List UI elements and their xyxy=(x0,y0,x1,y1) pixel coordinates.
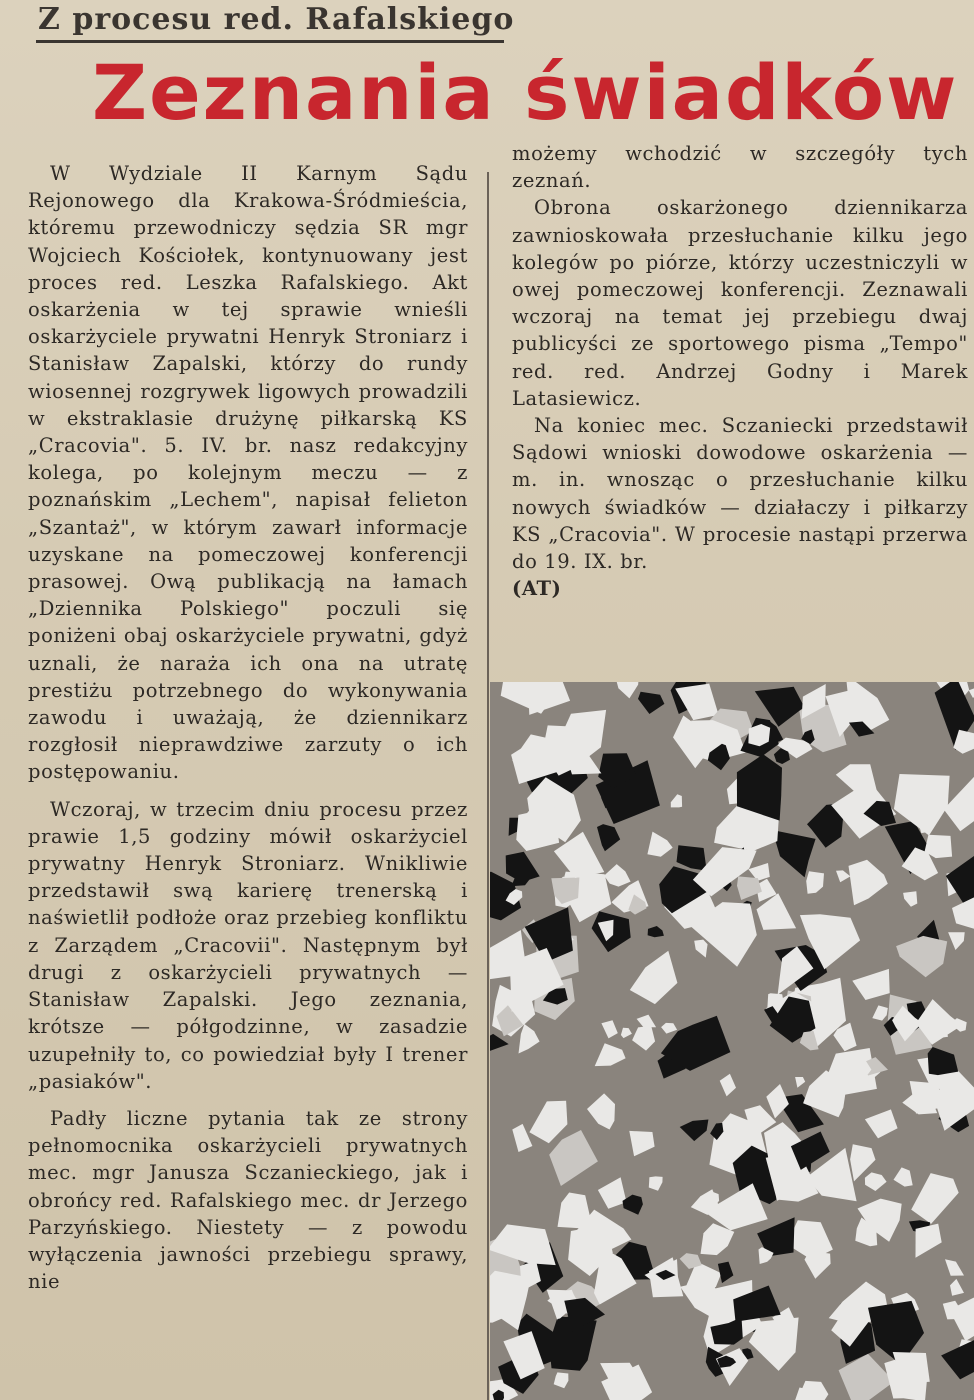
kicker-heading: Z procesu red. Rafalskiego xyxy=(38,2,515,37)
terrazzo-chip xyxy=(529,1101,567,1143)
terrazzo-chip xyxy=(601,1020,617,1038)
left-paragraph-1: W Wydziale II Karnym Sądu Rejonowego dla Krakowa-Śródmieścia, któremu przewodniczy sędzia SR mgr Wojciech Kościołek, kontynuowany jest proces red. Leszka Rafalskiego. Akt oskarżenia w tej sprawie wnieśli oskarżyciele prywatni Henryk Stroniarz i Stanisław Zapalski, którzy do rundy wiosennej rozgrywek ligowych prowadzili w ekstraklasie drużynę piłkarską KS „Cracovia". 5. IV. br. nasz redakcyjny kolega, po kolejnym meczu — z poznańskim „Lechem", napisał felieton „Szantaż", w którym zawarł informacje uzyskane na pomeczowej konferencji prasowej. Ową publikacją na łamach „Dziennika Polskiego" poczuli się poniżeni obaj oskarżyciele prywatni, gdyż uznali, że naraża ich ona na utratę prestiżu potrzebnego do wykonywania zawodu i uważają, że dziennikarz rozgłosił nieprawdziwe zarzuty o ich postępowaniu. xyxy=(28,162,468,784)
left-paragraph-2: Wczoraj, w trzecim dniu procesu przez prawie 1,5 godziny mówił oskarżyciel prywatny Henryk Stroniarz. Wnikliwie przedstawił swą karierę trenerską i naświetlił podłoże oraz przebieg konfliktu z Zarządem „Cracovii". Następnym był drugi z oskarżycieli prywatnych — Stanisław Zapalski. Jego zeznania, krótsze — półgodzinne, w zasadzie uzupełniły to, co powiedział były I trener „pasiaków". xyxy=(28,797,468,1093)
terrazzo-chip xyxy=(680,1120,709,1142)
terrazzo-chip xyxy=(950,1279,964,1296)
right-paragraph-1: możemy wchodzić w szczegóły tych zeznań. xyxy=(512,142,968,193)
terrazzo-chip xyxy=(805,1251,831,1279)
terrazzo-chip xyxy=(916,1224,942,1258)
terrazzo-chip xyxy=(865,1109,898,1138)
terrazzo-chip xyxy=(919,822,930,833)
right-paragraph-3: Na koniec mec. Sczaniecki przedstawił Sądowi wnioski dowodowe oskarżenia — m. in. wnosząc o przesłuchanie kilku nowych świadków — działaczy i piłkarzy KS „Cracovia". W procesie nastąpi przerwa do 19. IX. br. xyxy=(512,414,968,574)
right-paragraph-2: Obrona oskarżonego dziennikarza zawnioskowała przesłuchanie kilku jego kolegów po piórze, którzy uczestniczyli w owej pomeczowej konferencji. Zeznawali wczoraj na temat jej przebiegu dwaj publicyści ze sportowego pisma „Tempo" red. red. Andrzej Godny i Marek Latasiewicz. xyxy=(512,196,968,410)
terrazzo-chip xyxy=(638,692,664,714)
terrazzo-chip xyxy=(849,860,888,906)
terrazzo-chip xyxy=(948,932,965,950)
terrazzo-chip xyxy=(872,1005,888,1020)
terrazzo-chip xyxy=(969,688,974,698)
terrazzo-chip xyxy=(661,1023,677,1034)
terrazzo-chip xyxy=(865,1172,887,1191)
terrazzo-chip xyxy=(852,969,889,1000)
terrazzo-chip xyxy=(490,1034,509,1053)
terrazzo-chip xyxy=(677,845,707,871)
terrazzo-chip xyxy=(512,1124,532,1152)
terrazzo-chip xyxy=(614,682,640,698)
terrazzo-pattern xyxy=(490,682,974,1400)
terrazzo-chip xyxy=(945,1259,964,1276)
article-headline: Zeznania świadków xyxy=(92,48,959,137)
left-column xyxy=(28,160,468,1295)
terrazzo-chip xyxy=(680,1280,729,1319)
terrazzo-chip xyxy=(649,1176,663,1190)
author-signature: (AT) xyxy=(512,577,562,601)
terrazzo-chip xyxy=(587,1093,615,1129)
terrazzo-chip xyxy=(896,936,947,977)
terrazzo-chip xyxy=(558,1193,591,1229)
terrazzo-chip xyxy=(903,891,917,906)
terrazzo-chip xyxy=(941,1339,974,1379)
terrazzo-chip xyxy=(621,1028,632,1038)
terrazzo-chip xyxy=(795,1077,805,1088)
terrazzo-chip xyxy=(549,1130,598,1186)
terrazzo-chip xyxy=(894,1167,913,1186)
terrazzo-chip xyxy=(516,807,559,851)
terrazzo-chip xyxy=(637,1015,657,1028)
terrazzo-chip xyxy=(801,1381,829,1400)
terrazzo-chip xyxy=(928,1047,959,1075)
terrazzo-chip xyxy=(718,1262,734,1284)
terrazzo-chip xyxy=(806,871,824,894)
terrazzo-chip xyxy=(604,864,631,887)
terrazzo-chip xyxy=(623,1195,643,1215)
right-column xyxy=(512,140,968,602)
terrazzo-chip xyxy=(632,1026,655,1051)
terrazzo-chip xyxy=(630,951,678,1004)
terrazzo-background xyxy=(490,682,974,1400)
terrazzo-chip xyxy=(772,830,815,877)
terrazzo-chip xyxy=(694,940,707,958)
terrazzo-chip xyxy=(671,794,682,807)
terrazzo-chip xyxy=(519,1024,540,1054)
kicker-underline xyxy=(36,40,504,43)
terrazzo-chip xyxy=(647,832,672,857)
terrazzo-chip xyxy=(554,1372,569,1388)
terrazzo-chip xyxy=(911,1173,959,1224)
terrazzo-chip xyxy=(598,1177,627,1209)
left-paragraph-3: Padły liczne pytania tak ze strony pełnomocnika oskarżycieli prywatnych mec. mgr Janusza Sczanieckiego, jak i obrońcy red. Rafalskiego mec. dr Jerzego Parzyńskiego. Niestety — z powodu wyłączenia jawności przebiegu sprawy, nie xyxy=(28,1106,468,1294)
terrazzo-chip xyxy=(597,824,620,851)
terrazzo-chip xyxy=(720,1074,736,1097)
terrazzo-chip xyxy=(629,1131,654,1156)
column-divider xyxy=(487,172,489,1400)
terrazzo-chip xyxy=(595,1043,626,1066)
terrazzo-chip xyxy=(766,1084,789,1118)
terrazzo-chip xyxy=(648,926,664,937)
terrazzo-chip xyxy=(836,764,879,798)
terrazzo-chip xyxy=(836,870,850,882)
